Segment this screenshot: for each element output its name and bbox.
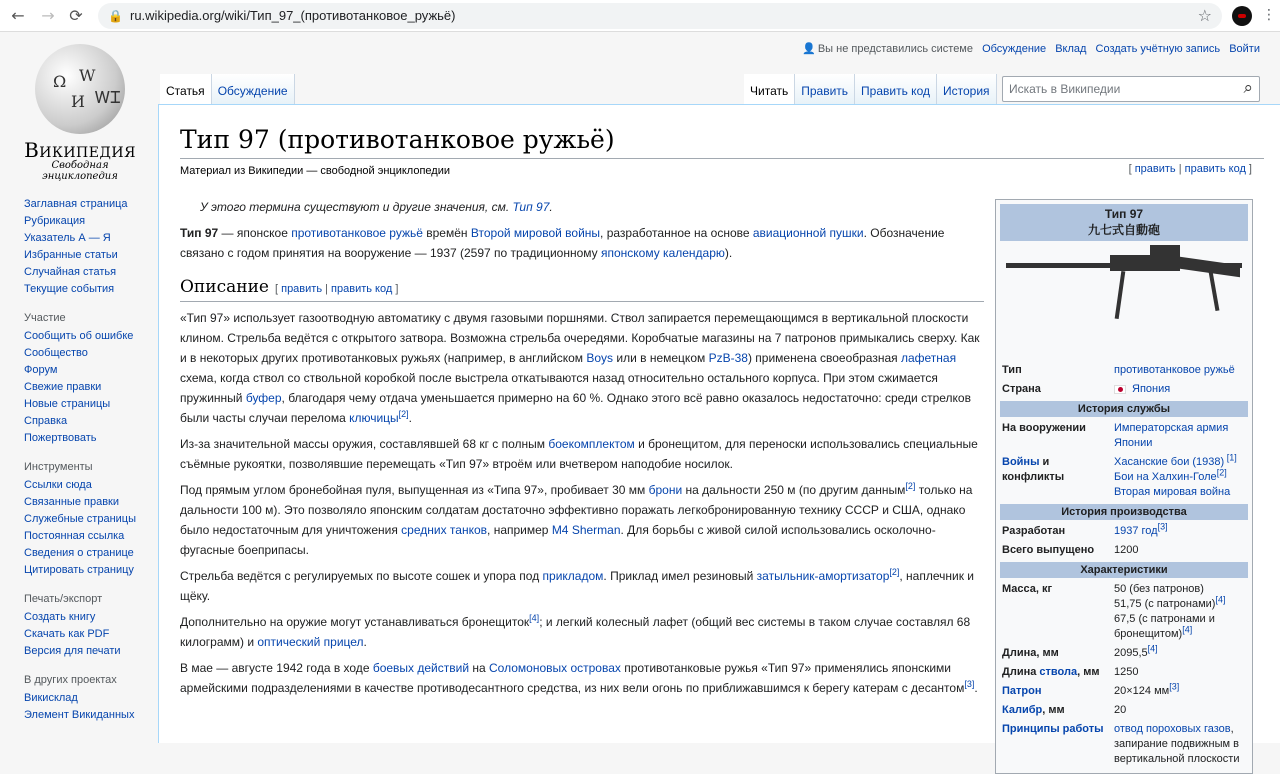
- sidebar-link[interactable]: Форум: [24, 364, 58, 376]
- bracket: [: [274, 283, 282, 295]
- text: и бронещитом, для переноски использовались специальные съёмные рукоятки, позволявшие перемещать «Тип 97» втроём или вчетвером наподобие носилок.: [180, 437, 978, 471]
- bipod-shape: [1115, 271, 1126, 319]
- infobox-value: 1250: [1114, 666, 1139, 678]
- url-text[interactable]: ru.wikipedia.org/wiki/Тип_97_(противотанковое_ружьё): [130, 8, 456, 23]
- section-title: Описание: [180, 277, 269, 297]
- star-icon[interactable]: ☆: [1197, 6, 1212, 25]
- infobox-key: [1002, 455, 1114, 500]
- sidebar-link[interactable]: Новые страницы: [24, 398, 111, 410]
- infobox-value: 67,5 (с патронами и бронещитом): [1114, 613, 1215, 640]
- page-title: Тип 97 (противотанковое ружьё): [180, 125, 1264, 159]
- link[interactable]: PzB-38: [708, 351, 748, 365]
- text: , разработанное на основе: [600, 226, 753, 240]
- text: или в немецком: [613, 351, 709, 365]
- infobox-link[interactable]: Императорская армия Японии: [1114, 422, 1229, 449]
- citation[interactable]: [4]: [1182, 624, 1193, 635]
- infobox-section: История службы: [1000, 401, 1248, 417]
- sidebar-link[interactable]: Элемент Викиданных: [24, 709, 135, 721]
- citation[interactable]: [4]: [1147, 643, 1158, 654]
- personal-tools: [796, 42, 1260, 55]
- paragraph: [180, 658, 984, 698]
- infobox-link[interactable]: Принципы работы: [1002, 723, 1104, 735]
- sidebar-main: [24, 196, 154, 298]
- logo-wordmark: Википедия: [24, 138, 136, 162]
- profile-avatar[interactable]: [1232, 6, 1252, 26]
- text: Стрельба ведётся с регулируемых по высоте сошек и упора под: [180, 569, 543, 583]
- magazine-shape: [1150, 245, 1180, 257]
- paragraph: [180, 434, 984, 474]
- link[interactable]: ключицы: [349, 411, 399, 425]
- sidebar-link[interactable]: Справка: [24, 415, 68, 427]
- sidebar-link[interactable]: Текущие события: [24, 283, 115, 295]
- infobox-key: Всего выпущено: [1002, 544, 1095, 556]
- editsource-link[interactable]: править код: [331, 283, 393, 295]
- infobox-row: [1000, 453, 1248, 502]
- bracket: ]: [392, 283, 399, 295]
- edit-link[interactable]: править: [1134, 163, 1176, 175]
- sidebar-heading: Участие: [24, 312, 66, 324]
- infobox-key: [1002, 703, 1114, 718]
- tab-edit-label[interactable]: Править: [801, 84, 849, 98]
- infobox-name-jp: 九七式自動砲: [1087, 223, 1160, 237]
- infobox-value: 2095,5: [1114, 647, 1148, 659]
- infobox-row: [1000, 380, 1248, 399]
- tab-history-label[interactable]: История: [942, 84, 990, 98]
- text: У этого термина существуют и другие значения, см.: [200, 200, 513, 214]
- text: ) применена своеобразная: [747, 351, 901, 365]
- text: .: [408, 411, 413, 425]
- section-edit-links: [275, 283, 398, 295]
- link[interactable]: японскому календарю: [600, 246, 725, 260]
- search-box: [1002, 76, 1260, 102]
- hatnote: [180, 197, 984, 217]
- text: , например: [487, 523, 552, 537]
- separator: |: [1175, 163, 1185, 175]
- text: только на дальности 100 м). Это позволяло японским солдатам достаточно эффективно поражать легкобронированную технику СССР и США, однако было недостаточным для уничтожения: [180, 483, 973, 537]
- text: Под прямым углом бронебойная пуля, выпущенная из «Типа 97», пробивает 30 мм: [180, 483, 649, 497]
- infobox-link[interactable]: Патрон: [1002, 685, 1042, 697]
- sidebar-link[interactable]: Сообщество: [24, 347, 88, 359]
- user-icon: 👤: [802, 43, 816, 55]
- infobox-key: Тип: [1002, 364, 1022, 376]
- sidebar-link[interactable]: Свежие правки: [24, 381, 102, 393]
- tab-editsource[interactable]: [855, 74, 937, 104]
- text: , мм: [1042, 704, 1065, 716]
- infobox: [995, 199, 1253, 774]
- infobox-row: [1000, 580, 1248, 644]
- sidebar-link[interactable]: Скачать как PDF: [24, 628, 110, 640]
- view-tabs: [744, 74, 997, 104]
- link[interactable]: Boys: [586, 351, 614, 365]
- receiver-shape: [1110, 255, 1180, 271]
- infobox-title: [1000, 204, 1248, 241]
- link[interactable]: M4 Sherman: [551, 523, 621, 537]
- infobox-key: Разработан: [1002, 525, 1066, 537]
- globe-icon: Ω W И ᎳᏆ: [35, 44, 125, 134]
- infobox-link[interactable]: Хасанские бои (1938): [1114, 456, 1225, 468]
- logo-tagline: Свободная энциклопедия: [42, 160, 118, 182]
- sidebar-link[interactable]: Создать книгу: [24, 611, 96, 623]
- text: .: [974, 681, 978, 695]
- infobox-value: 51,75 (с патронами): [1114, 598, 1216, 610]
- sidebar-link[interactable]: Указатель А — Я: [24, 232, 111, 244]
- site-subtitle: Материал из Википедии — свободной энциклопедии: [180, 165, 450, 177]
- citation[interactable]: [2]: [1216, 467, 1227, 478]
- infobox-value: 50 (без патронов): [1114, 583, 1204, 595]
- citation[interactable]: [4]: [529, 613, 540, 623]
- text: .: [549, 200, 553, 214]
- sidebar-heading: Инструменты: [24, 461, 93, 473]
- back-icon[interactable]: ←: [11, 6, 25, 25]
- paragraph: [180, 308, 984, 428]
- link[interactable]: прикладом: [542, 569, 604, 583]
- browser-toolbar: [0, 0, 1280, 32]
- text: ).: [724, 246, 733, 260]
- infobox-value: 20: [1114, 704, 1127, 716]
- lock-icon: 🔒: [108, 9, 123, 23]
- text: противотанковые ружья «Тип 97» применялись японскими армейскими подразделениями в качестве противодесантного средства, из них вели огонь по приближавшимся к берегу катерам с десантом: [180, 661, 965, 695]
- link[interactable]: противотанковое ружьё: [291, 226, 423, 240]
- reload-icon[interactable]: ⟳: [69, 6, 83, 25]
- monopod-shape: [1209, 271, 1220, 311]
- page-edit-links: [1129, 163, 1252, 175]
- infobox-link[interactable]: Войны: [1002, 456, 1040, 468]
- infobox-key: [1002, 722, 1114, 767]
- text: «Тип 97» использует газоотводную автоматику с двумя газовыми поршнями. Ствол запирается перемещающимся в вертикальной плоскости клином. Стрельба ведётся с открытого затвора. Возможна стрельба очередями. Коробчатые магазины на 7 патронов примыкались сверху. Как и в некоторых других противотанковых ружьях (например, в английском: [180, 311, 980, 365]
- paragraph: [180, 480, 984, 560]
- infobox-link[interactable]: Вторая мировая война: [1114, 486, 1231, 498]
- citation[interactable]: [3]: [964, 679, 975, 689]
- sidebar-link[interactable]: Рубрикация: [24, 215, 86, 227]
- infobox-row: [1000, 541, 1248, 560]
- tab-read[interactable]: Читать: [744, 74, 795, 104]
- infobox-key: На вооружении: [1002, 422, 1086, 434]
- bold-term: Тип 97: [180, 226, 219, 240]
- text: , наплечник и щёку.: [180, 569, 975, 603]
- edit-link[interactable]: править: [281, 283, 323, 295]
- text: схема, когда ствол со ствольной коробкой после выстрела откатываются назад относительно остального корпуса. При этом сжимается пружинный: [180, 371, 938, 405]
- bracket: [: [1128, 163, 1135, 175]
- text: , мм: [1077, 666, 1100, 678]
- infobox-key: Страна: [1002, 383, 1041, 395]
- text: Длина: [1002, 666, 1040, 678]
- sidebar-link[interactable]: Сообщить об ошибке: [24, 330, 134, 342]
- infobox-name: Тип 97: [1104, 207, 1144, 221]
- text: на: [469, 661, 490, 675]
- infobox-row: [1000, 663, 1248, 682]
- citation[interactable]: [1]: [1224, 452, 1237, 463]
- login-link[interactable]: Войти: [1229, 43, 1260, 55]
- infobox-row: [1000, 361, 1248, 380]
- link[interactable]: боевых действий: [372, 661, 470, 675]
- infobox-link[interactable]: Япония: [1132, 383, 1171, 395]
- japan-flag-icon: [1114, 385, 1126, 394]
- wikipedia-logo[interactable]: [20, 44, 140, 182]
- tab-discussion[interactable]: [212, 74, 295, 104]
- article-body: [180, 197, 984, 704]
- citation[interactable]: [2]: [889, 567, 900, 577]
- paragraph: [180, 612, 984, 652]
- sidebar-link[interactable]: Случайная статья: [24, 266, 117, 278]
- sidebar-link[interactable]: Версия для печати: [24, 645, 121, 657]
- text: Из-за значительной массы оружия, составлявшей 68 кг с полным: [180, 437, 549, 451]
- sidebar-link[interactable]: Цитировать страницу: [24, 564, 134, 576]
- infobox-link[interactable]: Бои на Халхин-Голе: [1114, 471, 1217, 483]
- text: Дополнительно на оружие могут устанавливаться бронещиток: [180, 615, 530, 629]
- infobox-key: [1002, 684, 1114, 699]
- text: — японское: [218, 226, 292, 240]
- infobox-link[interactable]: 1937 год: [1114, 525, 1158, 537]
- tab-article[interactable]: Статья: [160, 74, 212, 104]
- bracket: ]: [1245, 163, 1252, 175]
- text: . Для борьбы с живой силой использовались осколочно-фугасные боеприпасы.: [180, 523, 936, 557]
- infobox-row: [1000, 682, 1248, 701]
- namespace-tabs: [160, 74, 295, 104]
- infobox-value: , запирание подвижным в вертикальной плоскости: [1114, 723, 1240, 765]
- link[interactable]: Второй мировой войны: [470, 226, 601, 240]
- editsource-link[interactable]: править код: [1184, 163, 1246, 175]
- tab-history[interactable]: [937, 74, 997, 104]
- sidebar-link[interactable]: Пожертвовать: [24, 432, 97, 444]
- citation[interactable]: [4]: [1215, 594, 1226, 605]
- link[interactable]: средних танков: [401, 523, 488, 537]
- sidebar-heading: В других проектах: [24, 674, 117, 686]
- menu-icon[interactable]: ⋮: [1262, 7, 1276, 23]
- separator: |: [322, 283, 332, 295]
- link[interactable]: оптический прицел: [257, 635, 364, 649]
- search-icon[interactable]: ⌕: [1243, 78, 1253, 98]
- infobox-link[interactable]: Калибр: [1002, 704, 1043, 716]
- intro-paragraph: [180, 223, 984, 263]
- text: . Обозначение связано с годом принятия на вооружение — 1937 (2597 по традиционному: [180, 226, 945, 260]
- sidebar-link[interactable]: Ссылки сюда: [24, 479, 92, 491]
- infobox-key: Длина, мм: [1002, 647, 1059, 659]
- infobox-row: [1000, 419, 1248, 453]
- sidebar-link[interactable]: Заглавная страница: [24, 198, 128, 210]
- sidebar-link[interactable]: Служебные страницы: [24, 513, 136, 525]
- citation[interactable]: [3]: [1157, 521, 1168, 532]
- text: времён: [422, 226, 471, 240]
- sidebar-link[interactable]: Избранные статьи: [24, 249, 118, 261]
- sidebar-link[interactable]: Постоянная ссылка: [24, 530, 125, 542]
- infobox-link[interactable]: противотанковое ружьё: [1114, 364, 1235, 376]
- infobox-section: История производства: [1000, 504, 1248, 520]
- link[interactable]: Соломоновых островах: [489, 661, 621, 675]
- forward-icon[interactable]: →: [41, 6, 55, 25]
- tab-discussion-label[interactable]: Обсуждение: [217, 84, 288, 98]
- text: на дальности 250 м (по другим данным: [682, 483, 906, 497]
- infobox-value: 20×124 мм: [1114, 685, 1170, 697]
- link[interactable]: боекомплектом: [548, 437, 635, 451]
- paragraph: [180, 566, 984, 606]
- link[interactable]: буфер: [245, 391, 282, 405]
- infobox-value: 1200: [1114, 544, 1139, 556]
- sidebar-heading: Печать/экспорт: [24, 593, 103, 605]
- sidebar-link[interactable]: Сведения о странице: [24, 547, 134, 559]
- login-status: Вы не представились системе: [817, 43, 973, 55]
- infobox-row: [1000, 522, 1248, 541]
- infobox-key: Масса, кг: [1002, 583, 1053, 595]
- search-input[interactable]: [1009, 77, 1229, 101]
- rifle-image[interactable]: [1000, 241, 1248, 361]
- link[interactable]: Тип 97: [512, 200, 550, 214]
- sidebar: [24, 196, 154, 724]
- contrib-link[interactable]: Вклад: [1055, 43, 1087, 55]
- sidebar-link[interactable]: Связанные правки: [24, 496, 120, 508]
- text: .: [363, 635, 367, 649]
- section-heading: [180, 277, 984, 302]
- tab-edit[interactable]: [795, 74, 855, 104]
- citation[interactable]: [2]: [905, 481, 916, 491]
- create-account-link[interactable]: Создать учётную запись: [1095, 43, 1221, 55]
- article-content: [158, 104, 1280, 765]
- infobox-row: [1000, 644, 1248, 663]
- sidebar-link[interactable]: Викисклад: [24, 692, 78, 704]
- text: , благодаря чему отдача уменьшается примерно на 60 %. Однако этого всё равно оказалось недостаточно: среди стрелков были часты случаи перелома: [180, 391, 971, 425]
- infobox-link[interactable]: отвод пороховых газов: [1114, 723, 1231, 735]
- infobox-key: [1002, 665, 1114, 680]
- tab-editsource-label[interactable]: Править код: [861, 84, 930, 98]
- citation[interactable]: [2]: [398, 409, 409, 419]
- link[interactable]: затыльник-амортизатор: [756, 569, 890, 583]
- infobox-link[interactable]: ствола: [1039, 666, 1078, 678]
- link[interactable]: лафетная: [900, 351, 957, 365]
- address-bar[interactable]: [98, 3, 1222, 29]
- infobox-row: [1000, 720, 1248, 769]
- citation[interactable]: [3]: [1169, 681, 1180, 692]
- link[interactable]: авиационной пушки: [752, 226, 864, 240]
- infobox-row: [1000, 701, 1248, 720]
- link[interactable]: брони: [648, 483, 683, 497]
- text: В мае — августе 1942 года в ходе: [180, 661, 373, 675]
- infobox-section: Характеристики: [1000, 562, 1248, 578]
- text: ; и легкий колесный лафет (общий вес системы в таком случае составлял 68 килограмм) и: [180, 615, 971, 649]
- text: и конфликты: [1002, 456, 1065, 483]
- talk-link[interactable]: Обсуждение: [982, 43, 1047, 55]
- text: . Приклад имел резиновый: [603, 569, 757, 583]
